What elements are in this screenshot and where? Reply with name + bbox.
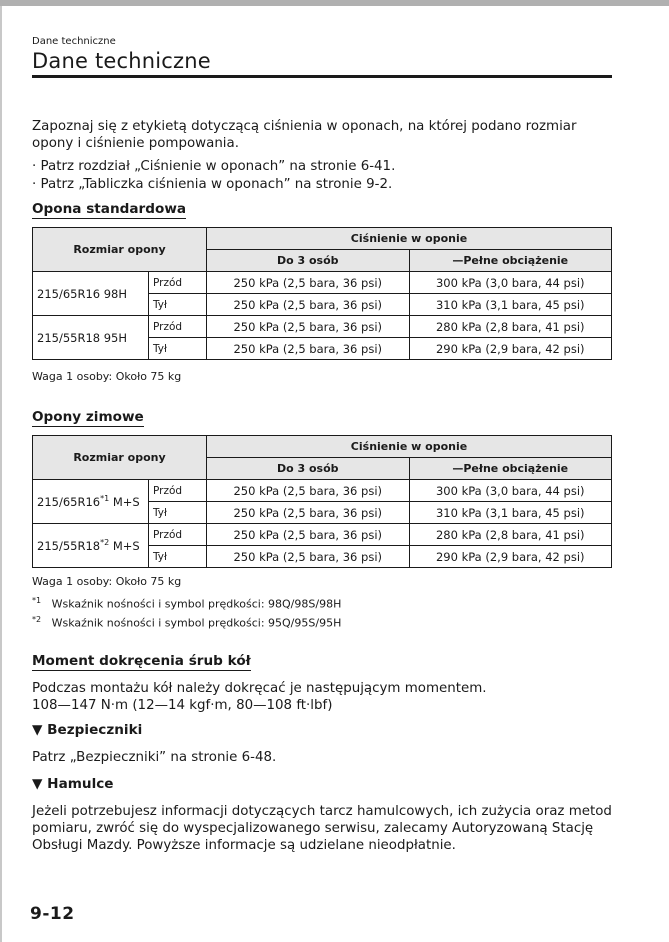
footnote-mark: *1 <box>32 596 42 605</box>
winter-tire-table <box>32 435 612 568</box>
table-row <box>33 480 612 502</box>
intro-paragraph: Zapoznaj się z etykietą dotyczącą ciśnienia w oponach, na której podano rozmiar opony i ciśnienie pompowania. <box>32 119 577 151</box>
bullet-item: · Patrz „Tabliczka ciśnienia w oponach” na stronie 9-2. <box>32 177 393 192</box>
pressure-up-to-3: 250 kPa (2,5 bara, 36 psi) <box>207 272 410 294</box>
pressure-up-to-3: 250 kPa (2,5 bara, 36 psi) <box>207 316 410 338</box>
table-header-row <box>33 228 612 250</box>
footnote-mark: *2 <box>32 615 42 624</box>
header-full-load: —Pełne obciążenie <box>409 458 612 480</box>
table-row <box>33 316 612 338</box>
tire-size: 215/65R16 98H <box>33 272 149 316</box>
pressure-up-to-3: 250 kPa (2,5 bara, 36 psi) <box>207 546 410 568</box>
weight-note: Waga 1 osoby: Około 75 kg <box>32 370 182 383</box>
torque-text: Podczas montażu kół należy dokręcać je następującym momentem. <box>32 681 487 696</box>
pressure-full-load: 280 kPa (2,8 bara, 41 psi) <box>409 524 612 546</box>
header-up-to-3: Do 3 osób <box>207 458 410 480</box>
pressure-full-load: 300 kPa (3,0 bara, 44 psi) <box>409 480 612 502</box>
pressure-full-load: 310 kPa (3,1 bara, 45 psi) <box>409 294 612 316</box>
section-heading-torque: Moment dokręcenia śrub kół <box>32 653 251 669</box>
axle-position: Tył <box>149 338 207 360</box>
pressure-full-load: 280 kPa (2,8 bara, 41 psi) <box>409 316 612 338</box>
footnote-mark: *1 <box>100 494 110 504</box>
tire-size: 215/55R18 95H <box>33 316 149 360</box>
pressure-up-to-3: 250 kPa (2,5 bara, 36 psi) <box>207 524 410 546</box>
axle-position: Tył <box>149 294 207 316</box>
table-row <box>33 524 612 546</box>
weight-note: Waga 1 osoby: Około 75 kg <box>32 575 182 588</box>
section-heading-fuses: ▼ Bezpieczniki <box>32 722 143 738</box>
header-full-load: —Pełne obciążenie <box>409 250 612 272</box>
pressure-full-load: 310 kPa (3,1 bara, 45 psi) <box>409 502 612 524</box>
axle-position: Przód <box>149 524 207 546</box>
page <box>32 36 612 853</box>
fuses-text: Patrz „Bezpieczniki” na stronie 6-48. <box>32 750 277 765</box>
tire-size: 215/55R18$^{*2}$ M+S <box>33 524 149 568</box>
top-border <box>0 0 669 6</box>
bullet-item: · Patrz rozdział „Ciśnienie w oponach” na stronie 6-41. <box>32 159 396 174</box>
pressure-up-to-3: 250 kPa (2,5 bara, 36 psi) <box>207 480 410 502</box>
tire-size: 215/65R16$^{*1}$ M+S <box>33 480 149 524</box>
pressure-full-load: 300 kPa (3,0 bara, 44 psi) <box>409 272 612 294</box>
pressure-full-load: 290 kPa (2,9 bara, 42 psi) <box>409 338 612 360</box>
section-heading-winter: Opony zimowe <box>32 409 144 425</box>
page-title: Dane techniczne <box>32 49 211 73</box>
axle-position: Przód <box>149 272 207 294</box>
intro-bullets <box>32 158 395 194</box>
footnote: $^{*2}$ Wskaźnik nośności i symbol prędkości: 95Q/95S/95H <box>32 615 342 630</box>
header-pressure: Ciśnienie w oponie <box>207 228 612 250</box>
table-row <box>33 272 612 294</box>
left-edge <box>0 6 2 942</box>
pressure-up-to-3: 250 kPa (2,5 bara, 36 psi) <box>207 338 410 360</box>
standard-tire-table <box>32 227 612 360</box>
section-heading-brakes: ▼ Hamulce <box>32 776 114 792</box>
footnote-mark: *2 <box>100 538 110 548</box>
breadcrumb: Dane techniczne <box>32 36 116 47</box>
header-size: Rozmiar opony <box>33 436 207 480</box>
page-number: 9-12 <box>30 904 75 924</box>
axle-position: Tył <box>149 546 207 568</box>
section-heading-standard: Opona standardowa <box>32 201 187 217</box>
axle-position: Tył <box>149 502 207 524</box>
axle-position: Przód <box>149 316 207 338</box>
table-header-row <box>33 436 612 458</box>
header-up-to-3: Do 3 osób <box>207 250 410 272</box>
header-pressure: Ciśnienie w oponie <box>207 436 612 458</box>
axle-position: Przód <box>149 480 207 502</box>
title-rule <box>32 75 612 78</box>
header-size: Rozmiar opony <box>33 228 207 272</box>
brakes-text: Jeżeli potrzebujesz informacji dotyczących tarcz hamulcowych, ich zużycia oraz metod pomiaru, zwróć się do wyspecjalizowanego serwisu, zalecamy Autoryzowaną Stację Obsługi Mazdy. Powyższe informacje są udzielane nieodpłatnie. <box>32 804 612 853</box>
pressure-full-load: 290 kPa (2,9 bara, 42 psi) <box>409 546 612 568</box>
pressure-up-to-3: 250 kPa (2,5 bara, 36 psi) <box>207 502 410 524</box>
pressure-up-to-3: 250 kPa (2,5 bara, 36 psi) <box>207 294 410 316</box>
footnote: $^{*1}$ Wskaźnik nośności i symbol prędkości: 98Q/98S/98H <box>32 596 342 611</box>
torque-value: 108—147 N·m (12—14 kgf·m, 80—108 ft·lbf) <box>32 698 333 713</box>
